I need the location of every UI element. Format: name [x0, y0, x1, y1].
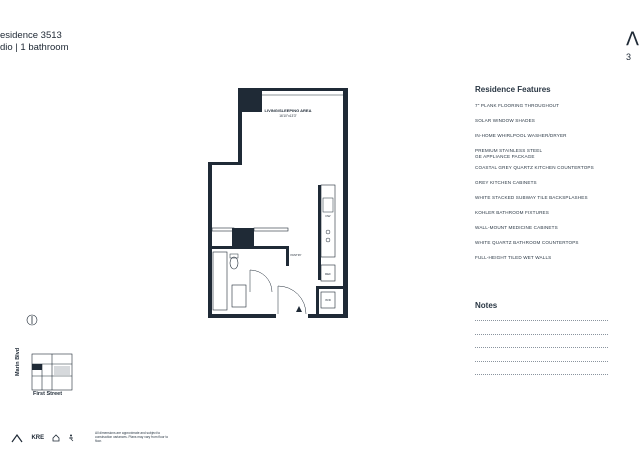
wd-label: W/D — [325, 298, 331, 302]
residence-title: esidence 3513 — [0, 30, 62, 41]
notes-title: Notes — [475, 301, 498, 310]
toilet — [230, 257, 238, 269]
sink — [323, 198, 333, 212]
living-dims: 16'10"x13'3" — [279, 114, 297, 118]
bath-column — [232, 228, 254, 248]
street-label-marin: Marin Blvd — [15, 347, 21, 376]
feature-item: WHITE QUARTZ BATHROOM COUNTERTOPS — [475, 240, 579, 246]
left-upper-wall — [238, 112, 242, 164]
logo-number: 3 — [626, 52, 632, 62]
bath-right-wall — [286, 246, 289, 266]
dw-label: DW — [325, 214, 331, 218]
street-label-first: First Street — [33, 391, 63, 397]
bottom-wall-left — [208, 314, 276, 318]
note-line — [475, 347, 608, 348]
brand-logo — [626, 30, 640, 64]
feature-item: WALL-MOUNT MEDICINE CABINETS — [475, 225, 558, 231]
closet-label: PANTRY — [290, 253, 302, 257]
feature-item: COASTAL GREY QUARTZ KITCHEN COUNTERTOPS — [475, 165, 594, 171]
developer-logo-icon — [10, 433, 24, 443]
closet-top-wall — [316, 286, 343, 289]
equal-housing-icon — [52, 434, 60, 442]
shelf-right — [254, 228, 288, 231]
vanity — [232, 285, 246, 307]
closet-wall — [316, 286, 319, 316]
features-list — [475, 103, 625, 270]
logo-mark: Λ — [626, 28, 638, 50]
bath-door-swing — [250, 270, 272, 292]
feature-item: FULL-HEIGHT TILED WET WALLS — [475, 255, 552, 261]
left-step-wall — [208, 162, 242, 165]
ref-label: REF — [325, 272, 331, 276]
bathtub — [213, 252, 227, 310]
closet-shelf — [212, 228, 234, 231]
residence-subtitle: dio | 1 bathroom — [0, 42, 69, 53]
kitchen-counter — [321, 185, 335, 257]
features-title: Residence Features — [475, 85, 551, 94]
top-wall — [262, 88, 347, 91]
feature-item: IN-HOME WHIRLPOOL WASHER/DRYER — [475, 132, 567, 138]
bath-top-wall — [208, 246, 288, 249]
entry-door-swing — [278, 286, 306, 314]
feature-item: WHITE STACKED SUBWAY TILE BACKSPLASHES — [475, 195, 588, 201]
feature-item: PREMIUM STAINLESS STEEL GE APPLIANCE PACKAGE — [475, 147, 543, 159]
unit-location-marker — [32, 364, 42, 370]
note-line — [475, 361, 608, 362]
entry-arrow — [296, 306, 302, 312]
accessibility-icon — [67, 434, 75, 442]
left-outer-wall — [208, 162, 212, 318]
right-wall — [343, 88, 348, 316]
floor-plan — [200, 80, 360, 330]
corner-column — [238, 88, 262, 112]
disclaimer-text: All dimensions are approximate and subject to construction variances. Plans may vary from floor to floor. — [95, 431, 169, 443]
note-line — [475, 320, 608, 321]
cooktop-burner — [326, 230, 330, 234]
feature-item: 7" PLANK FLOORING THROUGHOUT — [475, 103, 560, 108]
living-label: LIVING/SLEEPING AREA — [264, 108, 312, 113]
footer-logos — [10, 429, 90, 441]
cooktop-burner — [326, 238, 330, 242]
kre-logo: KRE — [31, 434, 45, 441]
key-plan — [28, 352, 78, 394]
feature-item: SOLAR WINDOW SHADES — [475, 117, 536, 123]
kitchen-wall — [318, 185, 321, 280]
feature-item: GREY KITCHEN CABINETS — [475, 180, 537, 186]
note-line — [475, 334, 608, 335]
note-line — [475, 374, 608, 375]
north-arrow-icon — [25, 313, 39, 327]
feature-item: KOHLER BATHROOM FIXTURES — [475, 210, 549, 216]
bottom-wall-right — [308, 314, 348, 318]
toilet-tank — [230, 254, 238, 258]
